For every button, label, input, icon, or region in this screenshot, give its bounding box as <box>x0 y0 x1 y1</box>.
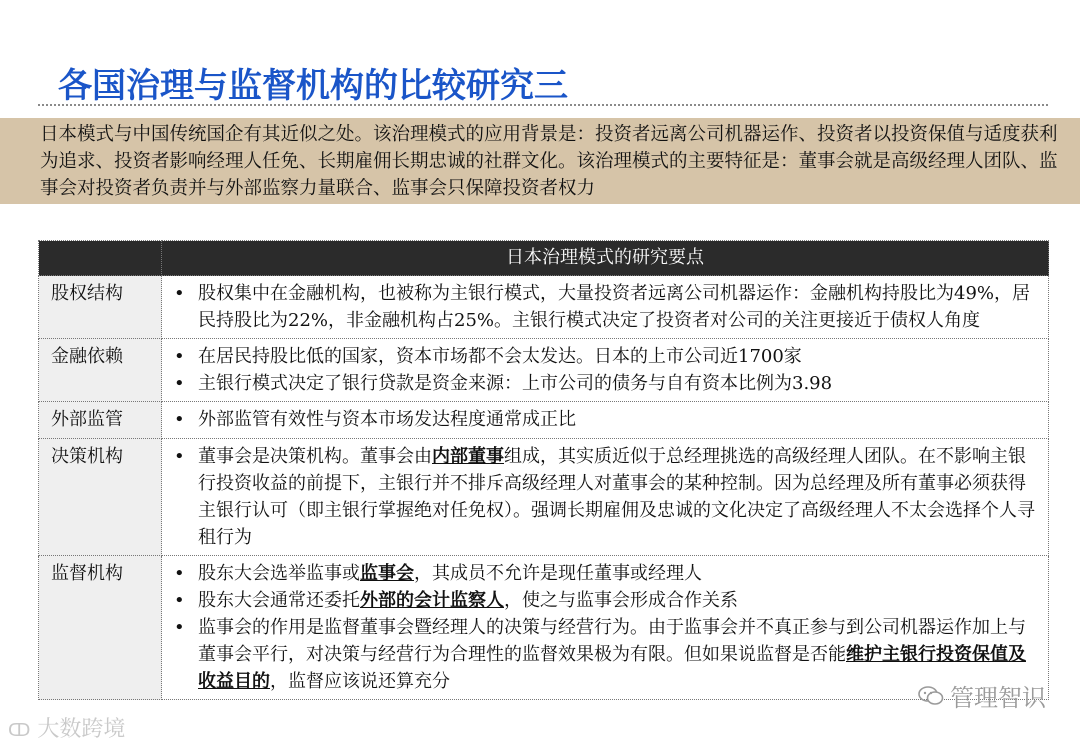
header-blank-cell <box>39 241 162 276</box>
bullet-point <box>172 406 1038 433</box>
bullet-point <box>172 560 1038 587</box>
emphasized-term: 监事会 <box>360 563 414 584</box>
bullet-icon: • <box>174 446 185 467</box>
bullet-list <box>172 406 1038 433</box>
row-content <box>162 556 1049 700</box>
bullet-icon: • <box>174 563 185 584</box>
point-text: 股权集中在金融机构，也被称为主银行模式，大量投资者远离公司机器运作：金融机构持股比为49%，居民持股比为22%，非金融机构占25%。主银行模式决定了投资者对公司的关注更接近于债权人角度 <box>198 283 1031 331</box>
table-row <box>39 439 1049 556</box>
watermark-logo-icon: ↀ <box>8 720 31 741</box>
bullet-icon: • <box>174 373 185 394</box>
research-table <box>38 240 1049 700</box>
wechat-icon <box>918 686 944 706</box>
row-content <box>162 276 1049 339</box>
point-text: ，监督应该说还算充分 <box>270 671 450 692</box>
emphasized-term: 外部的会计监察人 <box>360 590 504 611</box>
point-text: 主银行模式决定了银行贷款是资金来源：上市公司的债务与自有资本比例为3.98 <box>198 373 833 394</box>
bullet-list <box>172 443 1038 551</box>
point-text: 股东大会选举监事或 <box>198 563 360 584</box>
bullet-point <box>172 587 1038 614</box>
bullet-point <box>172 614 1038 695</box>
bullet-icon: • <box>174 283 185 304</box>
row-content <box>162 439 1049 556</box>
table-body <box>39 276 1049 700</box>
watermark-right-text: 管理智识 <box>950 684 1046 712</box>
summary-text: 日本模式与中国传统国企有其近似之处。该治理模式的应用背景是：投资者远离公司机器运作、投资者以投资保值与适度获利为追求、投资者影响经理人任免、长期雇佣长期忠诚的社群文化。该治理模式的主要特征是：董事会就是高级经理人团队、监事会对投资者负责并与外部监察力量联合、监事会只保障投资者权力 <box>40 124 1058 199</box>
table-row <box>39 556 1049 700</box>
emphasized-term: 维护主银行投资保值及收益目的 <box>198 644 1026 692</box>
bullet-list <box>172 280 1038 334</box>
row-category: 决策机构 <box>39 439 162 556</box>
point-text: 监事会的作用是监督董事会暨经理人的决策与经营行为。由于监事会并不真正参与到公司机器运作加上与董事会平行，对决策与经营行为合理性的监督效果极为有限。但如果说监督是否能 <box>198 617 1026 665</box>
title-divider <box>38 104 1048 106</box>
point-text: ，其成员不允许是现任董事或经理人 <box>414 563 702 584</box>
bullet-icon: • <box>174 409 185 430</box>
table-header-row <box>39 241 1049 276</box>
row-content <box>162 339 1049 402</box>
row-category: 外部监管 <box>39 402 162 439</box>
point-text: 董事会是决策机构。董事会由 <box>198 446 432 467</box>
table-header: 日本治理模式的研究要点 <box>162 241 1049 276</box>
point-text: 在居民持股比低的国家，资本市场都不会太发达。日本的上市公司近1700家 <box>198 346 802 367</box>
bullet-list <box>172 343 1038 397</box>
bullet-point <box>172 370 1038 397</box>
watermark-left-text: 大数跨境 <box>37 717 126 742</box>
watermark-left <box>8 712 125 743</box>
row-content <box>162 402 1049 439</box>
row-category: 监督机构 <box>39 556 162 700</box>
table-row <box>39 339 1049 402</box>
point-text: 外部监管有效性与资本市场发达程度通常成正比 <box>198 409 576 430</box>
table-row <box>39 276 1049 339</box>
page-title: 各国治理与监督机构的比较研究三 <box>58 66 568 106</box>
bullet-point <box>172 280 1038 334</box>
bullet-icon: • <box>174 617 185 638</box>
table-row <box>39 402 1049 439</box>
row-category: 股权结构 <box>39 276 162 339</box>
bullet-list <box>172 560 1038 695</box>
watermark-right <box>918 678 1046 713</box>
bullet-icon: • <box>174 590 185 611</box>
bullet-point <box>172 443 1038 551</box>
emphasized-term: 内部董事 <box>432 446 504 467</box>
bullet-icon: • <box>174 346 185 367</box>
point-text: ，使之与监事会形成合作关系 <box>504 590 738 611</box>
bullet-point <box>172 343 1038 370</box>
point-text: 组成，其实质近似于总经理挑选的高级经理人团队。在不影响主银行投资收益的前提下，主银行并不排斥高级经理人对董事会的某种控制。因为总经理及所有董事必须获得主银行认可（即主银行掌握绝对任免权）。强调长期雇佣及忠诚的文化决定了高级经理人不太会选择个人寻租行为 <box>198 446 1035 548</box>
point-text: 股东大会通常还委托 <box>198 590 360 611</box>
row-category: 金融依赖 <box>39 339 162 402</box>
